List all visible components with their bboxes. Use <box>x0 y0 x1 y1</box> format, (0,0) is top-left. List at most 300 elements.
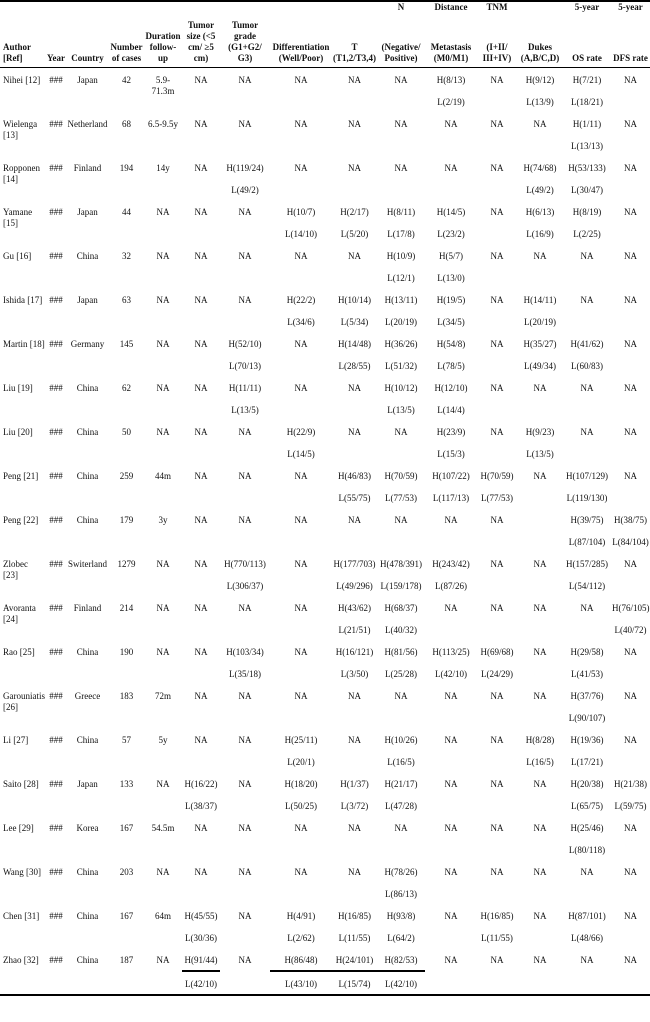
cell-grade: H(119/24) <box>226 163 264 173</box>
cell-diff: H(22/9) <box>286 427 316 437</box>
cell-dfs: NA <box>624 735 637 745</box>
cell-m: NA <box>444 911 458 921</box>
cell-t: NA <box>348 691 361 701</box>
cell-os-low: L(90/107) <box>568 713 606 723</box>
cell-t-low: L(11/55) <box>338 933 371 943</box>
cell-tnm: NA <box>490 295 504 305</box>
cell-duration: 54.5m <box>151 823 175 833</box>
cell-dukes: NA <box>533 823 547 833</box>
cell-dfs: NA <box>624 339 637 349</box>
cell-size: NA <box>194 119 208 129</box>
cell-tnm: NA <box>490 119 504 129</box>
cell-dukes: H(9/23) <box>525 427 555 437</box>
table-row <box>0 948 650 971</box>
cell-dfs: NA <box>624 559 637 569</box>
cell-dfs-low: L(59/75) <box>614 801 647 811</box>
column-header-top-n: N <box>397 2 405 12</box>
column-header-os <box>563 1 611 68</box>
cell-n-low: L(51/32) <box>385 361 417 371</box>
cell-n: H(68/37) <box>384 603 418 613</box>
cell-m: H(19/5) <box>436 295 466 305</box>
cell-grade: NA <box>238 295 252 305</box>
cell-os-low: L(30/47) <box>571 185 603 195</box>
cell-n: NA <box>394 691 408 701</box>
cell-country: Japan <box>77 75 98 85</box>
cell-author: Rao [25] <box>3 647 35 657</box>
cell-cases: 42 <box>122 75 131 85</box>
cell-cases: 167 <box>119 911 134 921</box>
cell-t: NA <box>348 75 361 85</box>
cell-grade: H(770/113) <box>224 559 266 569</box>
column-header-label-country: Country <box>71 53 104 63</box>
cell-diff: NA <box>294 515 308 525</box>
cell-os: H(37/76) <box>570 691 604 701</box>
cell-t: H(1/37) <box>340 779 369 789</box>
table-row <box>0 860 650 882</box>
cell-dukes-low: L(49/34) <box>524 361 556 371</box>
cell-m: H(5/7) <box>439 251 463 261</box>
cell-dukes: NA <box>533 911 547 921</box>
cell-os: H(157/285) <box>566 559 608 569</box>
cell-duration: 5y <box>158 735 168 745</box>
cell-os: H(87/101) <box>568 911 606 921</box>
cell-m: H(243/42) <box>432 559 470 569</box>
cell-tnm: NA <box>490 823 504 833</box>
cell-m-low: L(34/5) <box>437 317 465 327</box>
cell-year: ### <box>49 75 63 85</box>
cell-dfs: NA <box>624 251 637 261</box>
cell-os-low: L(13/13) <box>571 141 603 151</box>
cell-author: Chen [31] <box>3 911 40 921</box>
cell-tnm: NA <box>490 207 504 217</box>
cell-diff: H(10/7) <box>286 207 316 217</box>
cell-country: China <box>66 948 109 995</box>
cell-m: NA <box>444 823 458 833</box>
cell-os-low: L(60/83) <box>571 361 603 371</box>
cell-cases: 44 <box>122 207 131 217</box>
cell-country: Japan <box>77 779 98 789</box>
column-header-top-dfs: 5-year <box>618 2 643 12</box>
cell-m: H(12/10) <box>434 383 468 393</box>
cell-grade: NA <box>220 948 270 995</box>
cell-n: H(36/26) <box>384 339 418 349</box>
cell-size: NA <box>194 251 208 261</box>
cell-os-low: L(54/112) <box>568 581 606 591</box>
cell-m: NA <box>444 119 458 129</box>
column-header-country <box>66 1 109 68</box>
cell-os-low: L(65/75) <box>571 801 603 811</box>
cell-grade-low: L(35/18) <box>229 669 261 679</box>
cell-m: H(107/22) <box>432 471 470 481</box>
cell-cases: 63 <box>122 295 131 305</box>
cell-dukes: NA <box>533 691 547 701</box>
cell-year: ### <box>49 647 63 657</box>
cell-dukes: H(74/68) <box>523 163 557 173</box>
cell-dukes: H(8/28) <box>525 735 555 745</box>
cell-n: NA <box>394 823 408 833</box>
cell-duration: NA <box>156 339 170 349</box>
cell-m: NA <box>444 163 458 173</box>
cell-author: Zhao [32] <box>0 948 46 995</box>
cell-cases: 203 <box>119 867 134 877</box>
cell-author: Wielenga [13] <box>3 119 38 140</box>
cell-country: China <box>76 471 99 481</box>
cell-m-low: L(78/5) <box>437 361 465 371</box>
column-header-label-os: OS rate <box>572 53 602 63</box>
cell-cases: 259 <box>119 471 134 481</box>
cell-dfs: NA <box>611 948 650 995</box>
cell-m: H(23/9) <box>436 427 466 437</box>
column-header-label-author: Author [Ref] <box>3 42 31 63</box>
cell-n-low: L(20/19) <box>385 317 417 327</box>
table-row <box>0 288 650 310</box>
cell-duration: NA <box>156 207 170 217</box>
cell-os: H(8/19) <box>572 207 602 217</box>
cell-diff: NA <box>294 119 308 129</box>
cell-author: Yamane [15] <box>3 207 33 228</box>
column-header-duration <box>144 1 182 68</box>
cell-os-low: L(80/118) <box>568 845 606 855</box>
column-header-top-tnm: TNM <box>486 2 508 12</box>
cell-country: Korea <box>76 823 99 833</box>
cell-dukes <box>517 508 563 552</box>
cell-os-low: L(119/130) <box>566 493 608 503</box>
cell-grade: NA <box>238 603 252 613</box>
cell-author: Peng [21] <box>3 471 39 481</box>
cell-t-low: L(3/50) <box>340 669 369 679</box>
cell-n: H(10/12) <box>384 383 418 393</box>
cell-diff-low: L(34/6) <box>287 317 315 327</box>
table-row <box>0 508 650 530</box>
cell-os: H(20/38) <box>570 779 604 789</box>
cell-n: NA <box>394 75 408 85</box>
cell-country: China <box>76 647 99 657</box>
cell-m: NA <box>444 735 458 745</box>
cell-dfs: NA <box>624 207 637 217</box>
cell-year: ### <box>49 427 63 437</box>
cell-dukes: NA <box>533 559 547 569</box>
cell-t: NA <box>348 515 361 525</box>
cell-diff: NA <box>294 251 308 261</box>
table-row <box>0 552 650 574</box>
cell-author: Avoranta [24] <box>3 603 36 624</box>
cell-diff-low: L(14/5) <box>287 449 315 459</box>
cell-grade: NA <box>238 867 252 877</box>
cell-tnm: NA <box>490 383 504 393</box>
cell-t: NA <box>348 867 361 877</box>
column-header-label-year: Year <box>47 53 65 63</box>
cell-cases: 194 <box>119 163 134 173</box>
cell-dukes-low: L(13/5) <box>526 449 554 459</box>
cell-t: H(10/14) <box>338 295 371 305</box>
cell-size: NA <box>194 207 208 217</box>
cell-grade-low: L(49/2) <box>231 185 259 195</box>
column-header-grade <box>220 1 270 68</box>
table-row <box>0 156 650 178</box>
cell-duration: 5.9-71.3m <box>151 75 175 96</box>
cell-t-low: L(21/51) <box>338 625 371 635</box>
cell-m: NA <box>425 948 477 995</box>
cell-m-low: L(23/2) <box>437 229 465 239</box>
cell-t-low: L(5/20) <box>340 229 369 239</box>
column-header-label-dfs: DFS rate <box>613 53 648 63</box>
cell-author: Ropponen [14] <box>3 163 40 184</box>
cell-dukes: NA <box>533 251 547 261</box>
cell-n: H(10/9) <box>386 251 416 261</box>
cell-author: Peng [22] <box>3 515 39 525</box>
cell-year: ### <box>49 779 63 789</box>
cell-n: NA <box>394 515 408 525</box>
cell-n-low: L(64/2) <box>387 933 415 943</box>
cell-n-low: L(159/178) <box>380 581 422 591</box>
cell-m: NA <box>444 867 458 877</box>
cell-grade: NA <box>238 515 252 525</box>
column-header-n <box>377 1 425 68</box>
cell-diff-low: L(14/10) <box>285 229 317 239</box>
cell-n: H(70/59) <box>384 471 418 481</box>
cell-grade-low: L(13/5) <box>231 405 259 415</box>
cell-os: NA <box>563 948 611 995</box>
cell-year: ### <box>49 735 63 745</box>
cell-size: NA <box>194 295 208 305</box>
cell-n-low: L(86/13) <box>385 889 417 899</box>
cell-dukes: NA <box>533 119 547 129</box>
cell-diff: NA <box>294 559 308 569</box>
cell-os: H(19/36) <box>570 735 604 745</box>
cell-size: NA <box>194 427 208 437</box>
cell-t: NA <box>348 427 361 437</box>
cell-m-low: L(2/19) <box>437 97 465 107</box>
cell-grade: NA <box>238 251 252 261</box>
cell-size-low: L(38/37) <box>185 801 217 811</box>
cell-dfs-low: L(40/72) <box>614 625 647 635</box>
cell-dukes: NA <box>517 948 563 995</box>
cell-tnm-low: L(24/29) <box>481 669 513 679</box>
cell-dfs: NA <box>624 163 637 173</box>
cell-n-low: L(40/32) <box>385 625 417 635</box>
cell-diff: NA <box>294 603 308 613</box>
cell-os: NA <box>580 251 594 261</box>
cell-m: NA <box>444 779 458 789</box>
cell-dfs-low: L(84/104) <box>612 537 649 547</box>
cell-country: Finland <box>73 163 102 173</box>
cell-tnm-low: L(77/53) <box>481 493 513 503</box>
cell-dfs: NA <box>624 119 637 129</box>
cell-country: China <box>76 251 99 261</box>
cell-year: ### <box>49 603 63 613</box>
cell-dfs: NA <box>624 911 637 921</box>
cell-duration: NA <box>156 251 170 261</box>
cell-diff: H(4/91) <box>286 911 316 921</box>
table-row <box>0 684 650 706</box>
table-header <box>0 1 650 68</box>
cell-duration: NA <box>156 295 170 305</box>
cell-dfs: NA <box>624 295 637 305</box>
column-header-label-cases: Number of cases <box>110 42 143 63</box>
column-header-label-t: T (T1,2/T3,4) <box>333 42 377 63</box>
cell-os: NA <box>580 383 594 393</box>
cell-duration: 72m <box>154 691 171 701</box>
cell-diff-low: L(50/25) <box>285 801 317 811</box>
cell-grade: NA <box>238 119 252 129</box>
cell-tnm: NA <box>490 691 504 701</box>
cell-size: NA <box>194 339 208 349</box>
column-header-top-m: Distance <box>434 2 468 12</box>
cell-t: H(46/83) <box>338 471 371 481</box>
cell-year: ### <box>49 911 63 921</box>
cell-duration: NA <box>156 427 170 437</box>
cell-diff: NA <box>294 163 308 173</box>
cell-n-low: L(13/5) <box>387 405 415 415</box>
cell-t: NA <box>348 823 361 833</box>
cell-dukes-low: L(20/19) <box>524 317 556 327</box>
cell-duration: 64m <box>154 911 171 921</box>
cell-author: Liu [20] <box>3 427 33 437</box>
cell-year: ### <box>49 251 63 261</box>
cell-dukes: NA <box>533 867 547 877</box>
cell-tnm: NA <box>490 559 504 569</box>
cell-country: China <box>76 427 99 437</box>
cell-grade: H(52/10) <box>228 339 262 349</box>
cell-dfs: NA <box>624 471 637 481</box>
cell-author: Wang [30] <box>3 867 42 877</box>
cell-os-low: L(18/21) <box>571 97 603 107</box>
cell-country: Netherland <box>67 119 108 129</box>
cell-size: NA <box>194 867 208 877</box>
cell-diff: H(25/11) <box>284 735 318 745</box>
cell-n: H(478/391) <box>380 559 422 569</box>
cell-author: Saito [28] <box>3 779 39 789</box>
cell-country: China <box>76 383 99 393</box>
cell-m-low: L(15/3) <box>437 449 465 459</box>
cell-country: Finland <box>73 603 102 613</box>
cell-n-low: L(16/5) <box>387 757 415 767</box>
cell-duration: 44m <box>154 471 171 481</box>
table-row <box>0 816 650 838</box>
cell-os: H(7/21) <box>572 75 602 85</box>
column-header-label-diff: Differentiation (Well/Poor) <box>272 42 330 63</box>
cell-diff: NA <box>294 339 308 349</box>
cell-m-low: L(13/0) <box>437 273 465 283</box>
cell-diff: NA <box>294 383 308 393</box>
cell-t: H(43/62) <box>338 603 371 613</box>
cell-t: H(177/703) <box>333 559 376 569</box>
table-row <box>0 728 650 750</box>
cell-dfs: NA <box>624 691 637 701</box>
cell-dfs: NA <box>624 383 637 393</box>
cell-m: NA <box>444 603 458 613</box>
cell-duration: NA <box>156 559 170 569</box>
cell-diff: NA <box>294 823 308 833</box>
cell-tnm: H(69/68) <box>480 647 514 657</box>
cell-t: NA <box>348 383 361 393</box>
cell-grade: NA <box>238 735 252 745</box>
cell-t: H(16/85) <box>338 911 371 921</box>
cell-tnm: NA <box>490 515 504 525</box>
cell-author: Nihei [12] <box>3 75 41 85</box>
column-header-label-grade: Tumor grade (G1+G2/ G3) <box>228 20 262 63</box>
cell-tnm: NA <box>490 427 504 437</box>
cell-dukes: NA <box>533 779 547 789</box>
cell-dukes-low: L(49/2) <box>526 185 554 195</box>
column-header-label-size: Tumor size (<5 cm/ ≥5 cm) <box>186 20 216 63</box>
cell-author: Lee [29] <box>3 823 34 833</box>
cell-diff: NA <box>294 691 308 701</box>
cell-grade: NA <box>238 427 252 437</box>
table-row <box>0 904 650 926</box>
table-row <box>0 332 650 354</box>
column-header-cases <box>109 1 144 68</box>
cell-dfs: NA <box>624 867 637 877</box>
cell-n-low: L(77/53) <box>385 493 417 503</box>
cell-t-low: L(5/34) <box>340 317 369 327</box>
cell-diff: NA <box>294 867 308 877</box>
cell-m: H(8/13) <box>436 75 466 85</box>
cell-cases: 183 <box>119 691 134 701</box>
cell-m: H(14/5) <box>436 207 466 217</box>
cell-duration: NA <box>156 383 170 393</box>
column-header-label-m: Metastasis (M0/M1) <box>430 42 472 63</box>
cell-t-low: L(55/75) <box>338 493 371 503</box>
cell-n-low: L(25/28) <box>385 669 417 679</box>
cell-diff: H(22/2) <box>286 295 316 305</box>
cell-year: ### <box>49 471 63 481</box>
cell-n: H(10/26) <box>384 735 418 745</box>
cell-country: China <box>76 911 99 921</box>
cell-n-low: L(17/8) <box>387 229 415 239</box>
cell-os: H(39/75) <box>570 515 604 525</box>
cell-cases: 214 <box>119 603 134 613</box>
cell-duration: 6.5-9.5y <box>148 119 178 129</box>
cell-m: H(113/25) <box>432 647 470 657</box>
cell-dukes: NA <box>533 603 547 613</box>
cell-cases: 68 <box>122 119 131 129</box>
cell-m: H(54/8) <box>436 339 466 349</box>
cell-year: ### <box>49 691 63 701</box>
cell-n: H(78/26) <box>384 867 418 877</box>
cell-cases: 167 <box>119 823 134 833</box>
cell-diff: NA <box>294 75 308 85</box>
cell-size: H(16/22) <box>184 779 218 789</box>
cell-grade-low: L(70/13) <box>229 361 261 371</box>
cell-tnm: NA <box>490 779 504 789</box>
column-header-label-tnm: (I+II/ III+IV) <box>482 42 512 63</box>
cell-diff-low: L(43/10) <box>270 971 332 995</box>
cell-n: NA <box>394 163 408 173</box>
cell-cases: 133 <box>119 779 134 789</box>
cell-author: Li [27] <box>3 735 29 745</box>
cell-year: ### <box>49 383 63 393</box>
cell-duration: NA <box>156 647 170 657</box>
cell-country: China <box>76 515 99 525</box>
cell-n: H(82/53) <box>377 948 425 971</box>
cell-m-low: L(14/4) <box>437 405 465 415</box>
table-row <box>0 596 650 618</box>
cell-tnm: H(16/85) <box>480 911 514 921</box>
cell-m-low: L(42/10) <box>435 669 467 679</box>
cell-year: ### <box>49 867 63 877</box>
table-row <box>0 68 650 91</box>
column-header-diff <box>270 1 332 68</box>
cell-tnm: NA <box>477 948 517 995</box>
cell-size: NA <box>194 75 208 85</box>
cell-grade: NA <box>238 75 252 85</box>
cell-dfs: NA <box>624 823 637 833</box>
cell-n-low: L(42/10) <box>377 971 425 995</box>
cell-diff: NA <box>294 647 308 657</box>
cell-tnm: NA <box>490 75 504 85</box>
cell-country: Japan <box>77 295 98 305</box>
